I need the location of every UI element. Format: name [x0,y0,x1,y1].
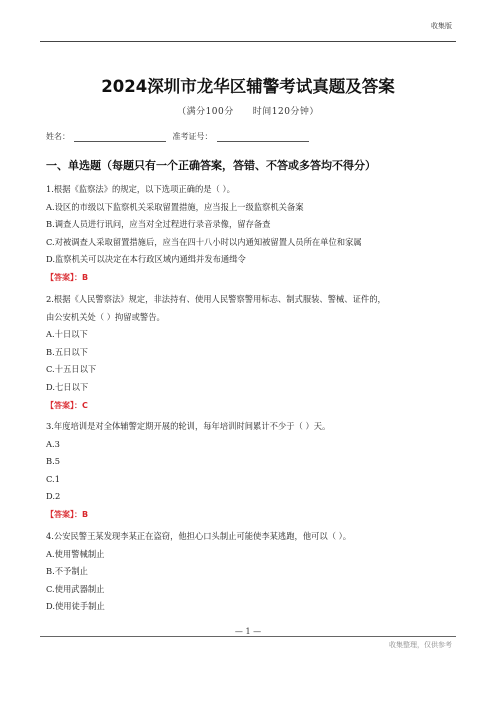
answer-label: 【答案】：C [46,400,88,410]
footer-divider [40,636,456,637]
option-c: C.1 [46,473,60,484]
option-d: D.七日以下 [46,381,89,392]
option-a: A.3 [46,438,60,449]
question-stem: 4.公安民警王某发现李某正在盗窃，他担心口头制止可能使李某逃跑，他可以（ ）。 [46,531,352,541]
header-divider [40,41,456,42]
question-2 [46,291,456,414]
question-3 [46,418,456,524]
question-stem: 2.根据《人民警察法》规定，非法持有、使用人民警察警用标志、制式服装、警械、证件的， [46,294,386,304]
question-4 [46,528,456,616]
option-c: C.十五日以下 [46,364,97,375]
option-d: D.使用徒手制止 [46,601,105,612]
section-heading: 一、单选题（每题只有一个正确答案，答错、不答或多答均不得分） [46,159,376,172]
page-title: 2024深圳市龙华区辅警考试真题及答案 [101,77,395,96]
page-number: — 1 — [234,627,262,636]
question-stem-cont: 由公安机关处（ ）拘留或警告。 [46,311,165,322]
answer-label: 【答案】：B [46,272,89,282]
answer-label: 【答案】：B [46,509,89,519]
option-a: A.设区的市级以下监察机关采取留置措施，应当报上一级监察机关备案 [46,201,304,212]
option-b: B.5 [46,456,61,467]
name-blank [74,133,166,142]
question-stem: 1.根据《监察法》的规定，以下选项正确的是（ ）。 [46,184,235,194]
option-b: B.五日以下 [46,346,88,357]
option-b: B.不予制止 [46,566,88,577]
page-subtitle: （满分100分 时间120分钟） [177,107,319,117]
name-label: 姓名： [46,132,70,141]
footer-note: 收集整理，仅供参考 [389,641,452,649]
question-1 [46,181,456,287]
question-stem: 3.年度培训是对全体辅警定期开展的轮训，每年培训时间累计不少于（ ）天。 [46,421,331,431]
option-c: C.使用武器制止 [46,583,105,594]
candidate-fields [46,131,313,142]
exam-id-label: 准考证号： [172,132,213,141]
option-c: C.对被调查人采取留置措施后，应当在四十八小时以内通知被留置人员所在单位和家属 [46,236,362,247]
header-label: 收集版 [431,22,452,30]
exam-id-blank [217,133,309,142]
option-a: A.十日以下 [46,329,88,340]
option-b: B.调查人员进行讯问，应当对全过程进行录音录像，留存备查 [46,219,271,230]
option-d: D.2 [46,491,61,502]
option-a: A.使用警械制止 [46,548,105,559]
option-d: D.监察机关可以决定在本行政区域内通缉并发布通缉令 [46,254,246,265]
